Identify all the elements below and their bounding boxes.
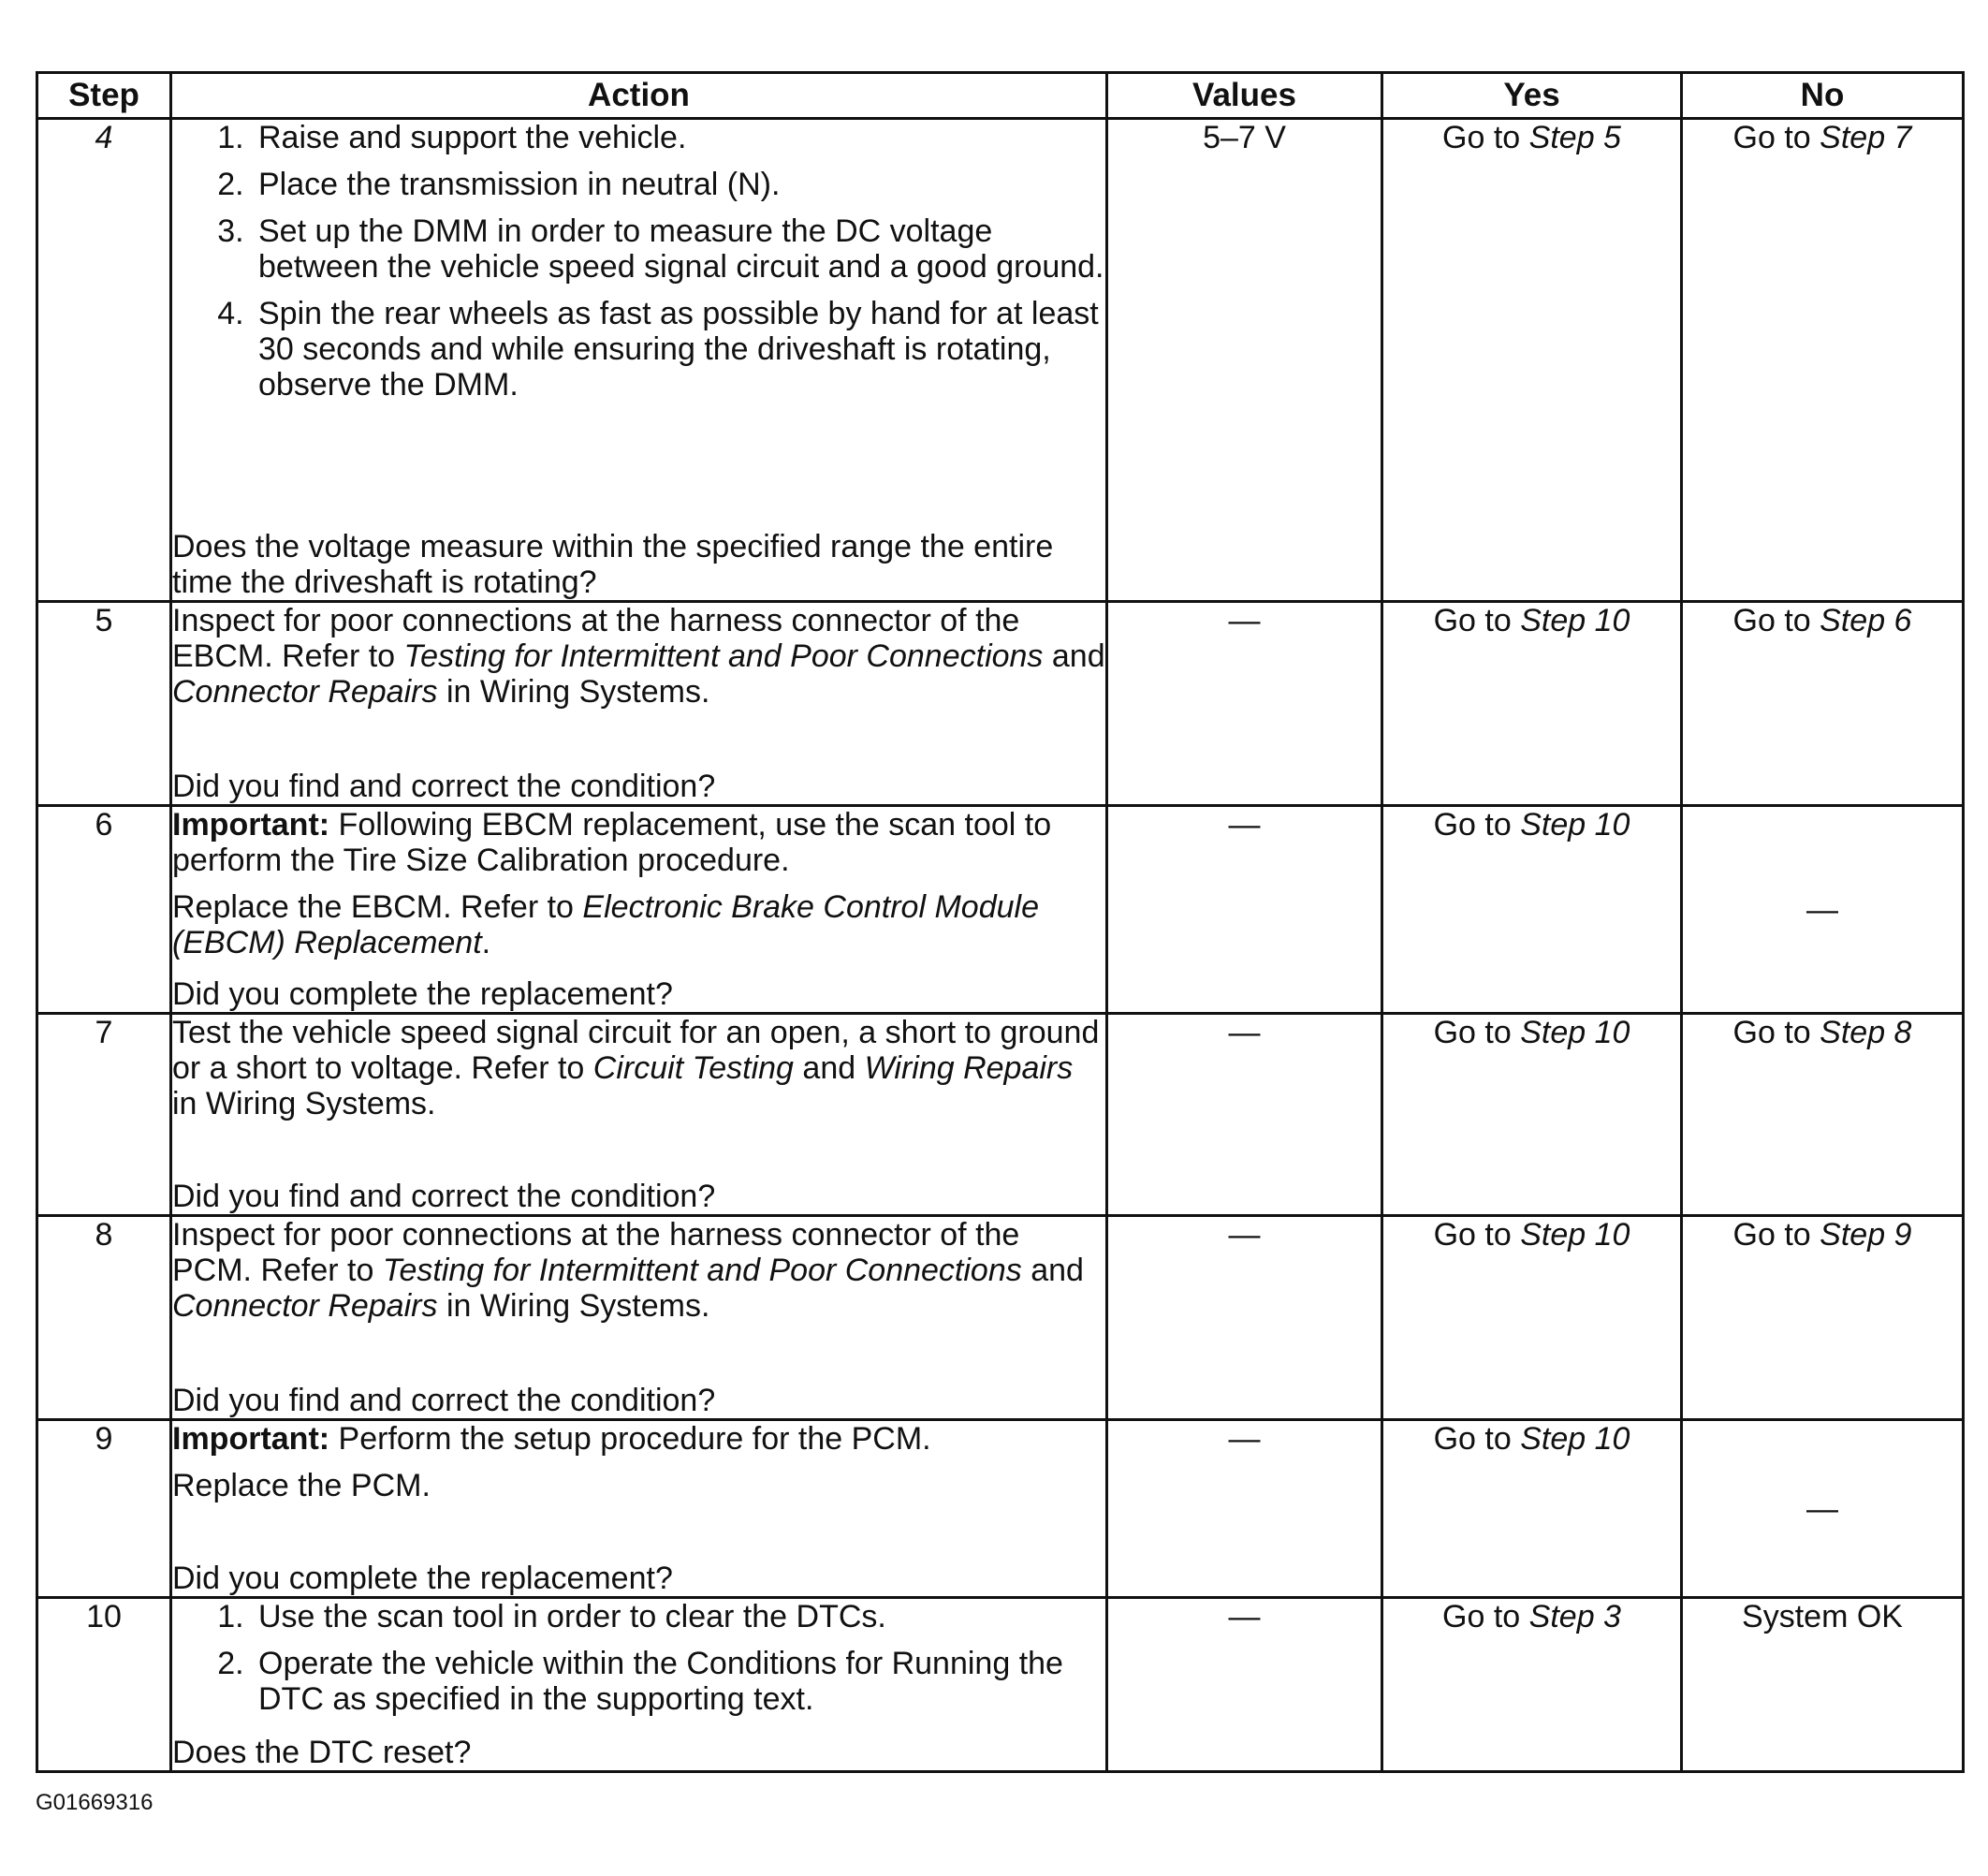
header-no: No: [1682, 73, 1964, 119]
reference-link: Testing for Intermittent and Poor Connections: [382, 1253, 1022, 1288]
list-item: 1. Use the scan tool in order to clear the DTCs.: [253, 1599, 1105, 1634]
no-cell: Go to Step 6: [1682, 602, 1964, 806]
header-values: Values: [1107, 73, 1382, 119]
action-text: Inspect for poor connections at the harness connector of the PCM. Refer to Testing for Intermittent and Poor Connections and Connector Repairs in Wiring Systems.: [172, 1217, 1084, 1324]
list-item: 2. Operate the vehicle within the Conditions for Running the DTC as specified in the supporting text.: [253, 1646, 1105, 1717]
action-cell: [171, 602, 1107, 806]
step-link: Step 10: [1520, 807, 1630, 843]
step-number: 7: [37, 1014, 171, 1216]
step-link: Step 10: [1520, 603, 1630, 638]
header-action: Action: [171, 73, 1107, 119]
action-cell: [171, 1420, 1107, 1598]
no-cell: Go to Step 8: [1682, 1014, 1964, 1216]
step-link: Step 6: [1820, 603, 1912, 638]
figure-id: G01669316: [36, 1790, 153, 1815]
reference-link: Testing for Intermittent and Poor Connections: [403, 638, 1044, 674]
no-cell: System OK: [1682, 1598, 1964, 1772]
list-item: 4. Spin the rear wheels as fast as possible by hand for at least 30 seconds and while ensuring the driveshaft is rotating, observe the DMM.: [253, 296, 1105, 403]
step-link: Step 10: [1520, 1015, 1630, 1050]
step-number: 5: [37, 602, 171, 806]
value-cell: —: [1107, 1216, 1382, 1420]
yes-cell: Go to Step 10: [1382, 602, 1682, 806]
value-cell: 5–7 V: [1107, 119, 1382, 602]
step-number: 8: [37, 1216, 171, 1420]
step-number: 4: [37, 119, 171, 602]
yes-cell: Go to Step 10: [1382, 1014, 1682, 1216]
step-link: Step 9: [1820, 1217, 1912, 1253]
action-cell: [171, 119, 1107, 602]
yes-cell: Go to Step 10: [1382, 806, 1682, 1014]
step-link: Step 5: [1528, 120, 1621, 155]
reference-link: Circuit Testing: [592, 1050, 794, 1086]
action-text: Replace the PCM.: [172, 1468, 431, 1503]
yes-cell: Go to Step 10: [1382, 1216, 1682, 1420]
action-question: Did you find and correct the condition?: [172, 1383, 716, 1418]
table-row: [37, 1420, 1964, 1598]
action-cell: [171, 806, 1107, 1014]
header-yes: Yes: [1382, 73, 1682, 119]
diagnostic-table: [36, 71, 1965, 1773]
step-link: Step 10: [1520, 1217, 1630, 1253]
value-cell: —: [1107, 1014, 1382, 1216]
action-cell: [171, 1216, 1107, 1420]
yes-cell: Go to Step 3: [1382, 1598, 1682, 1772]
table-row: [37, 602, 1964, 806]
action-question: Did you complete the replacement?: [172, 1561, 673, 1596]
yes-cell: Go to Step 10: [1382, 1420, 1682, 1598]
action-text: Test the vehicle speed signal circuit for an open, a short to ground or a short to voltage. Refer to Circuit Testing and Wiring Repairs in Wiring Systems.: [172, 1015, 1100, 1121]
list-item: 1. Raise and support the vehicle.: [253, 120, 1105, 155]
table-row: [37, 1216, 1964, 1420]
no-cell: Go to Step 9: [1682, 1216, 1964, 1420]
step-number: 6: [37, 806, 171, 1014]
action-question: Did you complete the replacement?: [172, 976, 673, 1012]
table-row: [37, 1014, 1964, 1216]
no-cell: —: [1682, 1420, 1964, 1598]
action-list: [172, 1599, 1105, 1717]
reference-link: Connector Repairs: [172, 1288, 438, 1324]
step-link: Step 3: [1528, 1599, 1621, 1634]
reference-link: Wiring Repairs: [864, 1050, 1074, 1086]
action-text: Replace the EBCM. Refer to Electronic Brake Control Module (EBCM) Replacement.: [172, 889, 1039, 960]
table-row: [37, 119, 1964, 602]
no-cell: Go to Step 7: [1682, 119, 1964, 602]
step-link: Step 7: [1820, 120, 1912, 155]
step-number: 10: [37, 1598, 171, 1772]
step-number: 9: [37, 1420, 171, 1598]
table-row: [37, 806, 1964, 1014]
action-question: Did you find and correct the condition?: [172, 1179, 716, 1214]
list-item: 3. Set up the DMM in order to measure the DC voltage between the vehicle speed signal circuit and a good ground.: [253, 213, 1105, 285]
action-cell: [171, 1014, 1107, 1216]
action-cell: [171, 1598, 1107, 1772]
action-question: Does the voltage measure within the specified range the entire time the driveshaft is rotating?: [172, 529, 1054, 600]
value-cell: —: [1107, 806, 1382, 1014]
reference-link: Connector Repairs: [172, 674, 438, 710]
action-text: Inspect for poor connections at the harness connector of the EBCM. Refer to Testing for Intermittent and Poor Connections and Connector Repairs in Wiring Systems.: [172, 603, 1105, 710]
important-note: Important: Perform the setup procedure for the PCM.: [172, 1421, 931, 1457]
header-step: Step: [37, 73, 171, 119]
value-cell: —: [1107, 602, 1382, 806]
value-cell: —: [1107, 1598, 1382, 1772]
step-link: Step 8: [1820, 1015, 1912, 1050]
header-row: [37, 73, 1964, 119]
reference-link: Electronic Brake Control Module (EBCM) Replacement: [172, 889, 1039, 960]
no-cell: —: [1682, 806, 1964, 1014]
list-item: 2. Place the transmission in neutral (N).: [253, 167, 1105, 202]
value-cell: —: [1107, 1420, 1382, 1598]
action-question: Did you find and correct the condition?: [172, 769, 716, 804]
table-row: [37, 1598, 1964, 1772]
step-link: Step 10: [1520, 1421, 1630, 1457]
important-note: Important: Following EBCM replacement, use the scan tool to perform the Tire Size Calibration procedure.: [172, 807, 1052, 878]
yes-cell: Go to Step 5: [1382, 119, 1682, 602]
action-question: Does the DTC reset?: [172, 1735, 472, 1770]
action-list: [172, 120, 1105, 403]
